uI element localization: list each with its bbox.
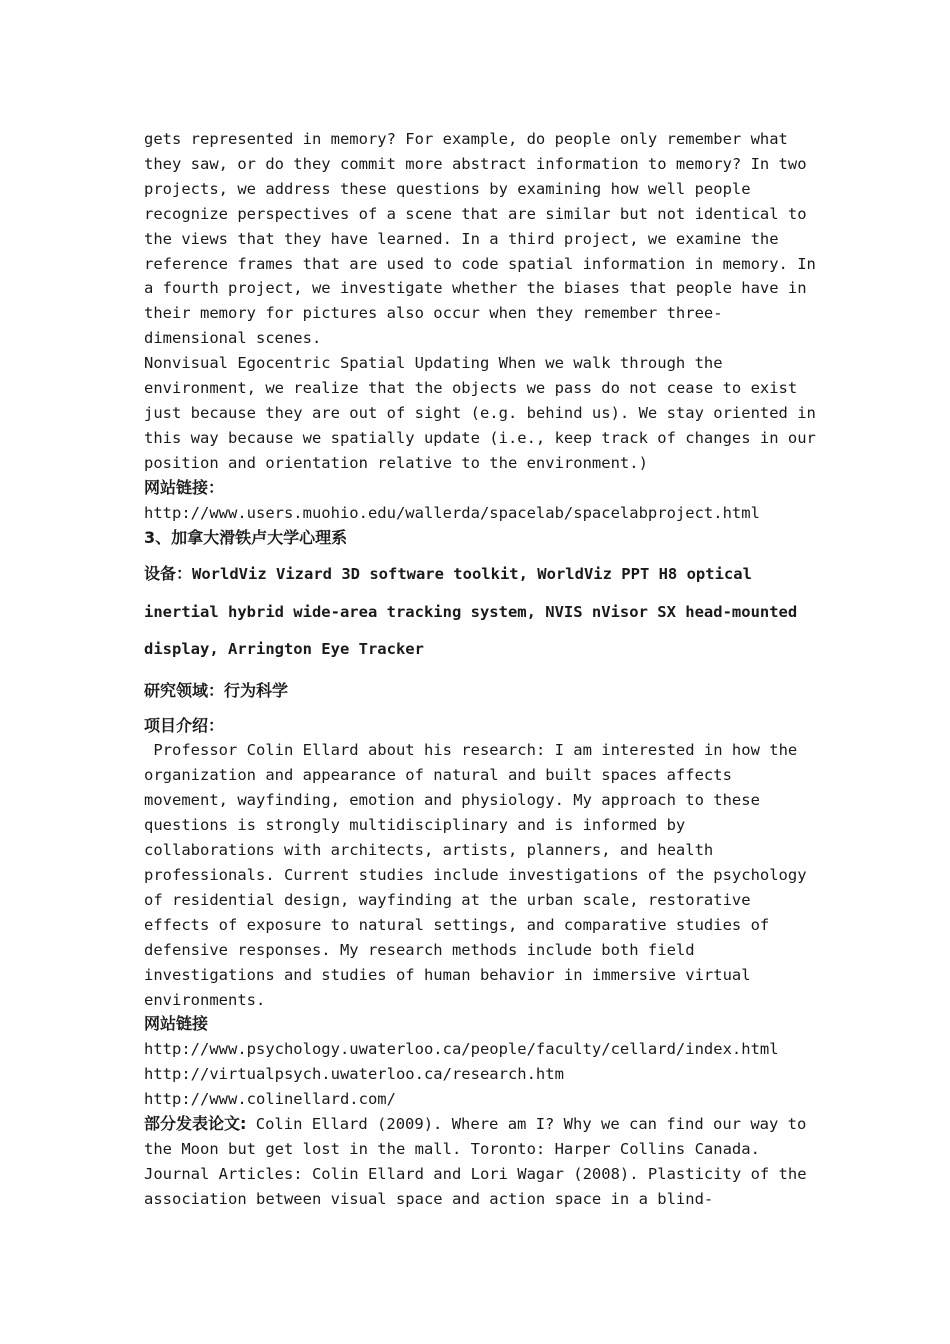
project-intro-text: Professor Colin Ellard about his research: I am interested in how the organization and appearance of natural and built spaces affects movement, wayfinding, emotion and physiology. My approach to these questions is strongly multidisciplinary and is informed by collaborations with architects, artists, planners, and health professionals. Current studies include investigations of the psychology of residential design, wayfinding at the urban scale, restorative effects of exposure to natural settings, and comparative studies of defensive responses. My research methods include both field investigations and studies of human behavior in immersive virtual environments.: [144, 741, 816, 1009]
publications-label: 部分发表论文:: [144, 1114, 247, 1134]
research-paragraph-memory: gets represented in memory? For example, do people only remember what they saw, or do they commit more abstract information to memory? In two projects, we address these questions by examining how well people recognize perspectives of a scene that are similar but not identical to the views that they have learned. In a third project, we examine the reference frames that are used to code spatial information in memory. In a fourth project, we investigate whether the biases that people have in their memory for pictures also occur when they remember three-dimensional scenes.: [144, 130, 826, 348]
equipment-text: WorldViz Vizard 3D software toolkit, WorldViz PPT H8 optical inertial hybrid wide-area tracking system, NVIS nVisor SX head-mounted display, Arrington Eye Tracker: [144, 565, 798, 659]
research-paragraph-spatial-updating: Nonvisual Egocentric Spatial Updating When we walk through the environment, we realize that the objects we pass do not cease to exist just because they are out of sight (e.g. behind us). We stay oriented in this way because we spatially update (i.e., keep track of changes in our position and orientation relative to the environment.): [144, 354, 826, 472]
website-label-1: 网站链接：: [144, 477, 225, 497]
website-links-2[interactable]: http://www.psychology.uwaterloo.ca/people/faculty/cellard/index.html http://virtualpsych.uwaterloo.ca/research.htm http://www.colinellard.com/: [144, 1040, 788, 1109]
website-link-1[interactable]: http://www.users.muohio.edu/wallerda/spacelab/spacelabproject.html: [144, 503, 760, 522]
website-block-2: [144, 1012, 824, 1112]
research-field-line: [144, 679, 824, 704]
publications-text: Colin Ellard (2009). Where am I? Why we can find our way to the Moon but get lost in the mall. Toronto: Harper Collins Canada.: [144, 1115, 816, 1158]
website-label-2: 网站链接: [144, 1014, 209, 1034]
journal-articles-text: Journal Articles: Colin Ellard and Lori Wagar (2008). Plasticity of the association between visual space and action space in a blind-: [144, 1164, 816, 1208]
equipment-label: 设备：: [144, 564, 193, 584]
project-intro-label-line: [144, 714, 824, 739]
publications-block: [144, 1112, 824, 1162]
document-page: [144, 127, 824, 1212]
equipment-block: [144, 555, 824, 668]
section-heading-3: 3、加拿大滑铁卢大学心理系: [144, 527, 348, 547]
project-intro-label: 项目介绍：: [144, 715, 225, 735]
research-field: 研究领域：行为科学: [144, 680, 289, 700]
website-block-1: [144, 476, 824, 526]
